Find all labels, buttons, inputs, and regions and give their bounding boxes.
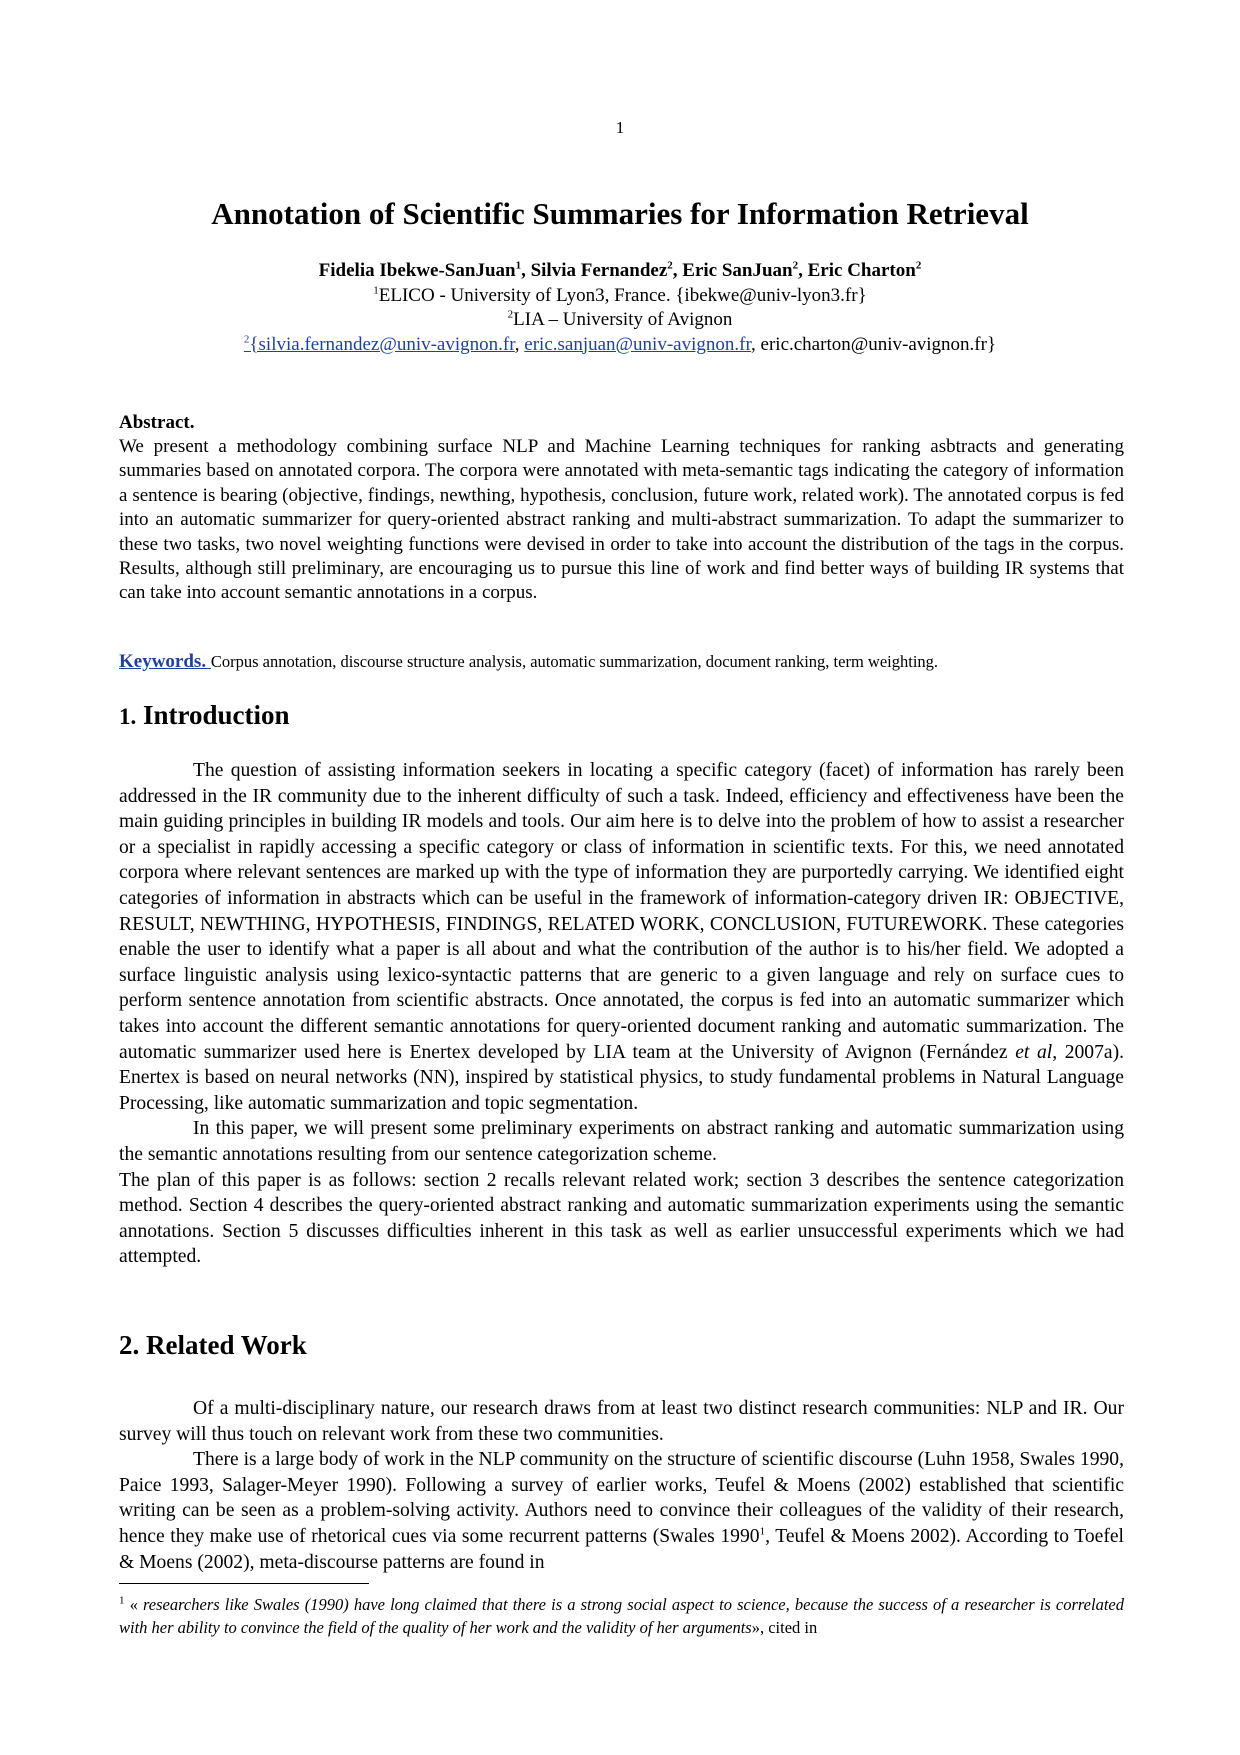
author-3: Eric SanJuan (682, 260, 793, 281)
footnote-quote: researchers like Swales (1990) have long claimed that there is a strong social aspect to science, because the success of a researcher is correlated with her ability to convince the field of the quality of her work and the validity of her arguments (119, 1595, 1124, 1637)
author-4-affil: 2 (915, 259, 922, 272)
intro-paragraph-3: The plan of this paper is as follows: section 2 recalls relevant related work; section 3 describes the sentence categorization method. Section 4 describes the query-oriented abstract ranking and automatic summarization experiments using the semantic annotations. Section 5 discusses difficulties inherent in this task as well as earlier unsuccessful experiments which we had attempted. (119, 1169, 1124, 1268)
email-link-sanjuan[interactable]: eric.sanjuan@univ-avignon.fr (524, 333, 752, 355)
author-emails: $^2${silvia.fernandez@univ-avignon.fr, eric.sanjuan@univ-avignon.fr, eric.charton@univ-avignon.fr} (243, 333, 997, 355)
section-heading-related-work: 2. Related Work (119, 1330, 307, 1360)
abstract-heading: Abstract. (119, 412, 195, 433)
author-3-affil: 2 (792, 259, 799, 272)
author-2: Silvia Fernandez (530, 260, 668, 281)
author-4: Eric Charton (807, 260, 916, 281)
keywords-link[interactable]: Keywords. (119, 651, 211, 672)
footnote-mark: 1 (119, 1594, 125, 1607)
author-1: Fidelia Ibekwe-SanJuan (318, 260, 516, 281)
author-names: Fidelia Ibekwe-SanJuan$^1$, Silvia Fernandez$^2$, Eric SanJuan$^2$, Eric Charton$^2$ (318, 259, 922, 281)
intro-paragraph-2: In this paper, we will present some preliminary experiments on abstract ranking and automatic summarization using the semantic annotations resulting from our sentence categorization scheme. (119, 1118, 1124, 1165)
affiliation-1: $^1$ELICO - University of Lyon3, France. {ibekwe@univ-lyon3.fr} (373, 284, 867, 306)
author-block (0, 259, 1240, 357)
footnote-ref[interactable]: 1 (759, 1525, 766, 1538)
keywords (119, 651, 1124, 673)
abstract-text: We present a methodology combining surface NLP and Machine Learning techniques for ranking asbtracts and generating summaries based on annotated corpora. The corpora were annotated with meta-semantic tags indicating the category of information a sentence is bearing (objective, findings, newthing, hypothesis, conclusion, future work, related work). The annotated corpus is fed into an automatic summarizer for query-oriented abstract ranking and multi-abstract summarization. To adapt the summarizer to these two tasks, two novel weighting functions were devised in order to take into account the distribution of the tags in the corpus. Results, although still preliminary, are encouraging us to pursue this line of work and find better ways of building IR systems that can take into account semantic annotations in a corpus. (119, 436, 1124, 604)
intro-paragraph-1: The question of assisting information seekers in locating a specific category (facet) of information has rarely been addressed in the IR community due to the inherent difficulty of such a task. Indeed, efficiency and effectiveness have been the main guiding principles in building IR models and tools. Our aim here is to delve into the problem of how to assist a researcher or a specialist in rapidly accessing a specific category or class of information in scientific texts. For this, we need annotated corpora where relevant sentences are marked up with the type of information they are purportedly carrying. We identified eight categories of information in abstracts which can be useful in the framework of information-category driven IR: OBJECTIVE, RESULT, NEWTHING, HYPOTHESIS, FINDINGS, RELATED WORK, CONCLUSION, FUTUREWORK. These categories enable the user to identify what a paper is all about and what the contribution of the author is to his/her field. We adopted a surface linguistic analysis using lexico-syntactic patterns that are generic to a given language and rely on surface cues to perform sentence annotation from scientific abstracts. Once annotated, the corpus is fed into an automatic summarizer which takes into account the different semantic annotations for query-oriented document ranking and automatic summarization. The automatic summarizer used here is Enertex developed by LIA team at the University of Avignon (Fernández et al, 2007a). Enertex is based on neural networks (NN), inspired by statistical physics, to study fundamental problems in Natural Language Processing, like automatic summarization and topic segmentation. (119, 760, 1125, 1114)
footnote: $^1$ « researchers like Swales (1990) have long claimed that there is a strong social aspect to science, because the success of a researcher is correlated with her ability to convince the field of the quality of her work and the validity of her arguments», cited in (119, 1594, 1124, 1637)
page-number: 1 (615, 118, 625, 137)
email-link-fernandez[interactable]: $^2${silvia.fernandez@univ-avignon.fr (243, 333, 515, 355)
email-charton: , eric.charton@univ-avignon.fr} (751, 333, 997, 355)
related-work-body (119, 1396, 1124, 1575)
related-paragraph-2: There is a large body of work in the NLP community on the structure of scientific discourse (Luhn 1958, Swales 1990, Paice 1993, Salager-Meyer 1990). Following a survey of earlier works, Teufel & Moens (2002) established that scientific writing can be seen as a problem-solving activity. Authors need to convince their colleagues of the validity of their research, hence they make use of rhetorical cues via some recurrent patterns (Swales 1990$^1$, Teufel & Moens 2002). According to Toefel & Moens (2002), meta-discourse patterns are found in (119, 1449, 1125, 1573)
keywords-text: Corpus annotation, discourse structure analysis, automatic summarization, document ranking, term weighting. (210, 652, 939, 671)
section-heading-introduction (119, 700, 1124, 731)
section-title: Introduction (136, 700, 290, 730)
author-2-affil: 2 (667, 259, 673, 272)
section-number: 1. (119, 704, 137, 729)
paper-title: Annotation of Scientific Summaries for Information Retrieval (211, 196, 1029, 231)
footnote-divider (119, 1583, 369, 1584)
introduction-body (119, 758, 1124, 1270)
author-1-affil: 1 (515, 259, 522, 272)
related-paragraph-1: Of a multi-disciplinary nature, our research draws from at least two distinct research communities: NLP and IR. Our survey will thus touch on relevant work from these two communities. (119, 1398, 1124, 1445)
affiliation-2: $^2$LIA – University of Avignon (507, 308, 733, 330)
